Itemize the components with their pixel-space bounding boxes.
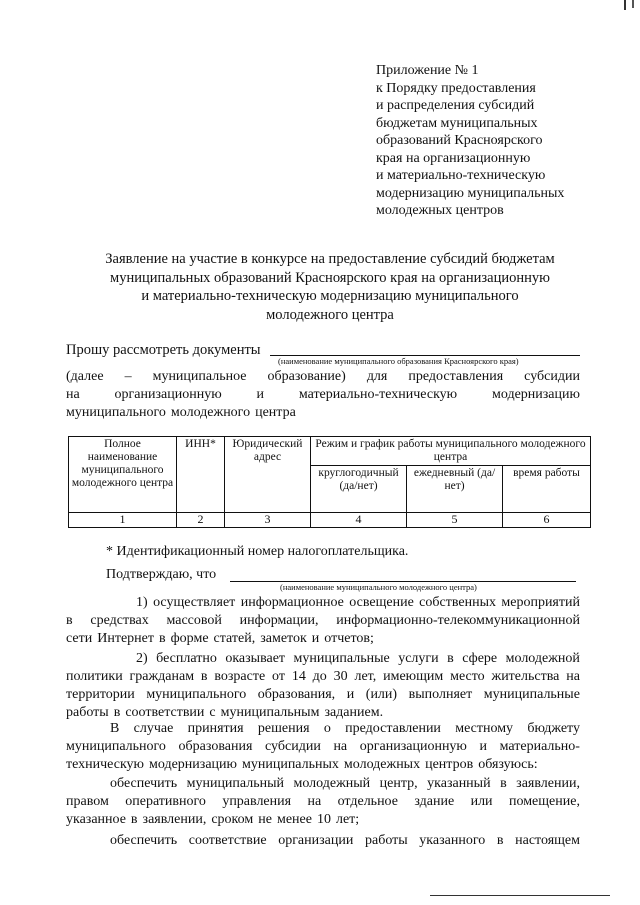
title-line: муниципальных образований Красноярского края на организационную: [110, 269, 550, 286]
header-full-name: Полное наименование муниципального молодежного центра: [69, 437, 177, 513]
column-number: 3: [225, 513, 311, 528]
column-number: 1: [69, 513, 177, 528]
text-line: сети Интернет в форме статей, заметок и отчетов;: [66, 631, 374, 646]
paragraph-5: [66, 832, 580, 850]
column-number: 4: [311, 513, 407, 528]
youth-center-caption: (наименование муниципального молодежного центра): [280, 582, 477, 592]
text-line: В случае принятия решения о предоставлении местному бюджету: [110, 721, 580, 736]
text-line: муниципального образования субсидии на организационную и материально-: [66, 739, 580, 754]
request-prefix: Прошу рассмотреть документы: [66, 342, 261, 358]
text-line: муниципального молодежного центра: [66, 405, 296, 420]
appendix-line: бюджетам муниципальных: [376, 115, 538, 131]
text-line: (далее – муниципальное образование) для предоставления субсидии: [66, 369, 580, 384]
column-number: 5: [407, 513, 503, 528]
appendix-line: молодежных центров: [376, 203, 504, 218]
text-line: работы в соответствии с муниципальным заданием.: [66, 705, 384, 720]
text-line: 1) осуществляет информационное освещение собственных мероприятий: [136, 595, 580, 610]
paragraph-3: [66, 720, 580, 774]
text-line: правом оперативного управления на отдельное здание или помещение,: [66, 794, 580, 809]
appendix-line: Приложение № 1: [376, 63, 479, 78]
text-line: на организационную и материально-техническую модернизацию: [66, 387, 580, 402]
header-legal-address: Юридический адрес: [225, 437, 311, 513]
appendix-line: к Порядку предоставления: [376, 80, 536, 96]
paragraph-4: [66, 775, 580, 829]
scan-edge-mark: [632, 0, 634, 8]
header-work-hours: время работы: [503, 466, 591, 513]
inn-footnote: * Идентификационный номер налогоплательщика.: [106, 544, 409, 559]
scan-edge-mark: [624, 0, 626, 10]
document-title: [60, 250, 600, 324]
scan-bottom-rule: [430, 895, 610, 896]
column-number: 6: [503, 513, 591, 528]
application-table: [68, 436, 591, 528]
appendix-line: края на организационную: [376, 150, 531, 166]
text-line: техническую модернизацию муниципальных молодежных центров обязуюсь:: [66, 757, 538, 772]
text-line: 2) бесплатно оказывает муниципальные услуги в сфере молодежной: [136, 651, 580, 666]
text-line: указанное в заявлении, сроком не менее 10 лет;: [66, 812, 360, 827]
appendix-line: модернизацию муниципальных: [376, 185, 565, 201]
paragraph-2: [66, 650, 580, 722]
paragraph-1: [66, 594, 580, 648]
text-line: территории муниципального образования, и (или) выполняет муниципальные: [66, 687, 580, 702]
text-line: обеспечить соответствие организации работы указанного в настоящем: [110, 833, 580, 848]
header-inn: ИНН*: [177, 437, 225, 513]
text-line: политики гражданам в возрасте от 14 до 30 лет, имеющим место жительства на: [66, 669, 580, 684]
header-year-round: круглогодичный (да/нет): [311, 466, 407, 513]
text-line: в средствах массовой информации, информационно-телекоммуникационной: [66, 613, 580, 628]
municipality-caption: (наименование муниципального образования Красноярского края): [278, 356, 519, 366]
header-daily: ежедневный (да/нет): [407, 466, 503, 513]
appendix-block: [376, 62, 626, 220]
title-line: Заявление на участие в конкурсе на предоставление субсидий бюджетам: [105, 251, 555, 267]
title-line: молодежного центра: [266, 306, 394, 323]
column-number: 2: [177, 513, 225, 528]
request-text: [66, 368, 580, 422]
text-line: обеспечить муниципальный молодежный центр, указанный в заявлении,: [110, 776, 580, 791]
appendix-line: и распределения субсидий: [376, 98, 535, 113]
appendix-line: и материально-техническую: [376, 168, 546, 183]
appendix-line: образований Красноярского: [376, 133, 543, 148]
confirm-prefix: Подтверждаю, что: [106, 567, 217, 582]
header-schedule: Режим и график работы муниципального молодежного центра: [311, 437, 591, 466]
title-line: и материально-техническую модернизацию муниципального: [141, 288, 519, 304]
